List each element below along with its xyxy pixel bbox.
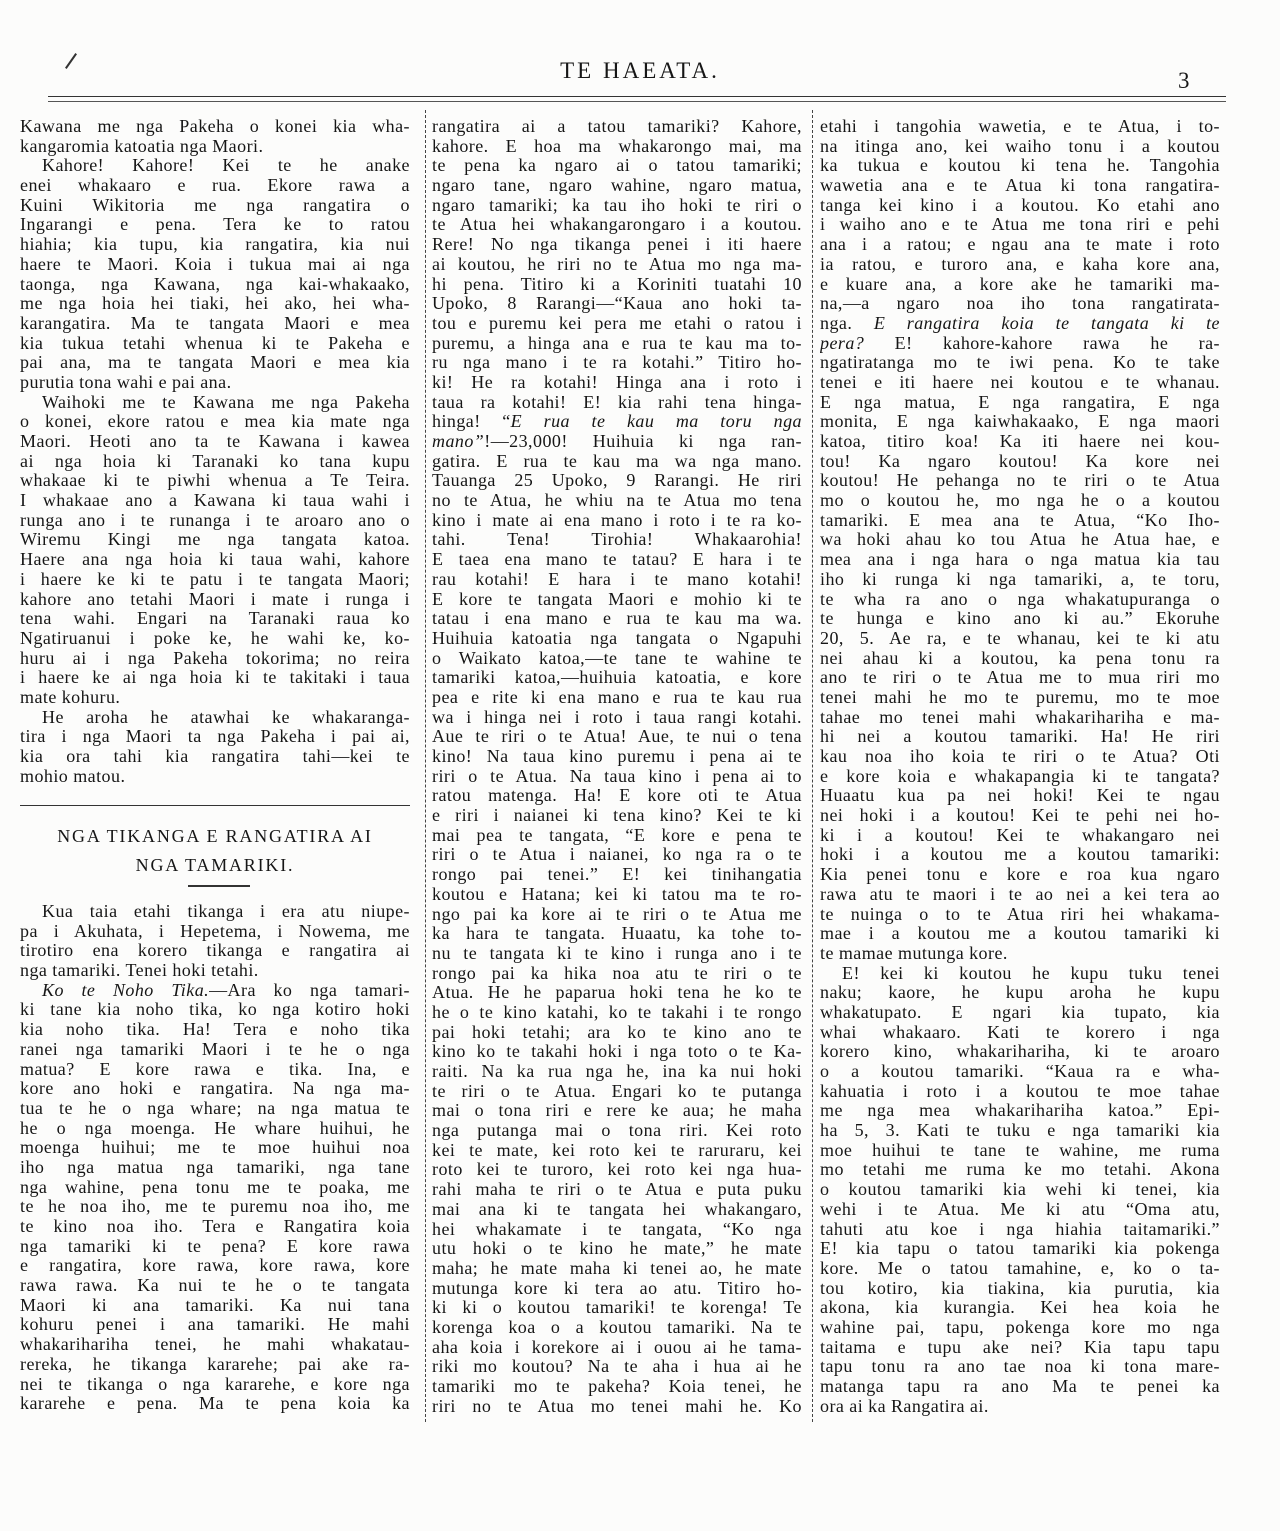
text-line: haere te Maori. Koia i tukua mai ai nga — [20, 254, 410, 274]
text-line: ai nga hoia ki Taranaki ko tana kupu — [20, 451, 410, 471]
text-line: Kahore! Kahore! Kei te he anake — [42, 156, 410, 176]
text-line: tou e puremu kei pera me etahi o ratou i — [432, 313, 802, 333]
text-line: E! kia tapu o tatou tamariki kia pokenga — [820, 1239, 1220, 1259]
text-line: riri no te Atua mo tenei mahi he. Ko — [432, 1396, 802, 1416]
text-line: mea ana i nga hara o nga matua kia tau — [820, 550, 1220, 570]
italic-text-segment: mano” — [432, 432, 485, 451]
text-line: matua? E kore rawa e tika. Ina, e — [20, 1059, 410, 1079]
text-line: o Waikato katoa,—te tane te wahine te — [432, 648, 802, 668]
paragraph — [20, 708, 410, 787]
text-line: rau kotahi! E hara i te mano kotahi! — [432, 569, 802, 589]
text-line: rongo pai ka hika noa atu te riri o te — [432, 963, 802, 983]
text-line: te Atua hei whakangarongaro i a koutou. — [432, 215, 802, 235]
text-line: mo tetahi me ruma ke mo tetahi. Akona — [820, 1160, 1220, 1180]
text-line: whai whakaaro. Kati te korero i nga — [820, 1022, 1220, 1042]
text-line: mai o tona riri e rere ke aua; he maha — [432, 1101, 802, 1121]
text-line: nga putanga mai o tona riri. Kei roto — [432, 1121, 802, 1141]
text-line: Haere ana nga hoia ki taua wahi, kahore — [20, 550, 410, 570]
text-line: tamariki. E mea ana te Atua, “Ko Iho- — [820, 510, 1220, 530]
text-line: wahine pai, tapu, pokenga kore mo nga — [820, 1317, 1220, 1337]
paragraph — [20, 981, 410, 1414]
text-line: huru ai i nga Pakeha tokorima; no reira — [20, 648, 410, 668]
text-line: tou kotiro, kia tiakina, kia purutia, kia — [820, 1278, 1220, 1298]
text-line: kia noho tika. Ha! Tera e noho tika — [20, 1020, 410, 1040]
text-line: naku; kaore, he kupu aroha he kupu — [820, 983, 1220, 1003]
newspaper-title: TE HAEATA. — [560, 58, 720, 83]
text-segment: nga. — [820, 313, 874, 333]
text-line — [820, 314, 1220, 334]
text-segment: —Ara ko nga tamari- — [209, 980, 410, 1000]
text-line: kahore. E hoa ma whakarongo mai, ma — [432, 136, 802, 156]
column-1-article-body — [20, 902, 410, 1414]
text-line: kangaromia katoatia nga Maori. — [20, 136, 264, 156]
text-line: hei whakamate i te tangata, “Ko nga — [432, 1219, 802, 1239]
text-line: E nga matua, E nga rangatira, E nga — [820, 392, 1220, 412]
text-line: i haere ke ai nga hoia ki te takitaki i taua — [20, 668, 410, 688]
text-line: tou! Ka ngaro koutou! Ka kore nei — [820, 451, 1220, 471]
text-line: korenga koa o a koutou tamariki. Na te — [432, 1317, 802, 1337]
italic-text-segment: E rua te kau ma toru nga — [510, 412, 802, 432]
text-line: Kawana me nga Pakeha o konei kia wha- — [20, 117, 410, 136]
text-line: na itinga ano, kei waiho tonu i a koutou — [820, 136, 1220, 156]
text-line: no te Atua, he whiu na te Atua mo tena — [432, 491, 802, 511]
text-line: kia tukua tetahi whenua ki te Pakeha e — [20, 333, 410, 353]
text-line: pai ana, ma te tangata Maori e mea kia — [20, 353, 410, 373]
text-line: te mamae mutunga kore. — [820, 943, 1008, 963]
text-line: aha koia i korekore ai i ouou ai he tama- — [432, 1337, 802, 1357]
text-line: runga ano i te runanga i te aroaro ano o — [20, 510, 410, 530]
text-line: rereka, he tikanga kararehe; pai ake ra- — [20, 1354, 410, 1374]
article-heading-line: NGA TAMARIKI. — [135, 855, 295, 875]
text-line: wawetia ana e te Atua ki tona rangatira- — [820, 176, 1220, 196]
text-line: Rere! No nga tikanga penei i iti haere — [432, 235, 802, 255]
text-line: I whakaae ano a Kawana ki taua wahi i — [20, 491, 410, 511]
text-line: ha 5, 3. Kati te tuku e nga tamariki kia — [820, 1121, 1220, 1141]
text-line: tahi. Tena! Tirohia! Whakaarohia! — [432, 530, 802, 550]
text-line — [432, 412, 802, 432]
page-number: 3 — [1178, 68, 1190, 93]
text-line: riri o te Atua i naianei, ko nga ra o te — [432, 845, 802, 865]
text-line: i haere ke ki te patu i te tangata Maori; — [20, 569, 410, 589]
paragraph — [20, 117, 410, 156]
text-line: tena wahi. Engari na Taranaki raua ko — [20, 609, 410, 629]
text-line: ngo pai ka kore ai te riri o te Atua me — [432, 904, 802, 924]
column-divider — [425, 110, 426, 1422]
paragraph — [432, 117, 802, 1416]
text-line: pai hoki tetahi; ara ko te kino ano te — [432, 1022, 802, 1042]
text-line: kino i mate ai ena mano i roto i te ra ko- — [432, 510, 802, 530]
text-line: te pena ka ngaro ai o tatou tamariki; — [432, 156, 802, 176]
text-line: kia ora tahi kia rangatira tahi—kei te — [20, 747, 410, 766]
text-line: maha; he mate maha ki tenei ao, he mate — [432, 1258, 802, 1278]
text-line: Ngatiruanui i poke ke, he wahi ke, ko- — [20, 628, 410, 648]
text-line: whakaae ki te piwhi whenua a Te Teira. — [20, 471, 410, 491]
text-line: e kore koia e whakapangia ki te tangata? — [820, 766, 1220, 786]
header-rule-secondary — [48, 101, 1226, 102]
text-line: E kore te tangata Maori e mohio ki te — [432, 589, 802, 609]
text-line: ki ki o koutou tamariki! te korenga! Te — [432, 1298, 802, 1318]
text-line: gatira. E rua te kau ma wa nga mano. — [432, 451, 802, 471]
text-line: nu te tangata ki te kino i runga ano i te — [432, 943, 802, 963]
italic-text-segment: Ko te Noho Tika. — [42, 980, 210, 1000]
text-line: enei whakaaro e rua. Ekore rawa a — [20, 176, 410, 196]
text-line — [432, 432, 802, 452]
column-3-article-body — [820, 117, 1220, 1416]
text-line: ngatiratanga mo te iwi pena. Ko te take — [820, 353, 1220, 373]
text-line: nei hoki i a koutou! Kei te pehi nei ho- — [820, 806, 1220, 826]
text-line: ana i a ratou; e ngau ana te mate i roto — [820, 235, 1220, 255]
text-line: kau noa iho koia te riri o te Atua? Oti — [820, 747, 1220, 766]
text-line: Ingarangi e pena. Tera ke to ratou — [20, 215, 410, 235]
text-line: Kua taia etahi tikanga i era atu niupe- — [42, 902, 410, 921]
text-line: ka hara te tangata. Huaatu, ka tohe to- — [432, 924, 802, 944]
text-line: wa hoki ahau ko tou Atua he Atua hae, e — [820, 530, 1220, 550]
text-line: monita, E nga kaiwhakaako, E nga maori — [820, 412, 1220, 432]
text-line: taua ra kotahi! E! kia rahi tena hinga- — [432, 392, 802, 412]
column-divider — [812, 110, 813, 1422]
text-line: kino! Na taua kino puremu i pena ai te — [432, 747, 802, 766]
text-line: tamariki katoa,—huihuia katoatia, e kore — [432, 668, 802, 688]
text-line: kore ano hoki e rangatira. Na nga ma- — [20, 1079, 410, 1099]
text-line: korero kino, whakarihariha, ki te aroaro — [820, 1042, 1220, 1062]
text-line: tamariki mo te pakeha? Koia tenei, he — [432, 1377, 802, 1396]
text-line: ngaro tane, ngaro wahine, ngaro matua, — [432, 176, 802, 196]
text-line: kino ko te takahi hoki i nga toto o te Ka- — [432, 1042, 802, 1062]
text-line: ki tane kia noho tika, ko nga kotiro hoki — [20, 1000, 410, 1020]
text-line: tenei e iti haere nei koutou e te whanau. — [820, 372, 1220, 392]
text-line: Upoko, 8 Rarangi—“Kaua ano hoki ta- — [432, 294, 802, 314]
text-line: rongo pai tenei.” E! kei tinihangatia — [432, 865, 802, 885]
text-line: kahore ano tetahi Maori i mate i runga i — [20, 589, 410, 609]
text-line: te wha ra ano o nga whakatupuranga o — [820, 589, 1220, 609]
italic-text-segment: E rangatira koia te tangata ki te — [873, 313, 1220, 333]
text-line: tua te he o nga whare; na nga matua te — [20, 1098, 410, 1118]
text-line: tanga kei kino i a koutou. Ko etahi ano — [820, 195, 1220, 215]
text-line: rawa atu te maori i te ao nei a kei tera ao — [820, 884, 1220, 904]
text-line: nga tamariki. Tenei hoki tetahi. — [20, 961, 259, 981]
text-line: Aue te riri o te Atua! Aue, te nui o tena — [432, 727, 802, 747]
text-line: te kino noa iho. Tera e Rangatira koia — [20, 1217, 410, 1236]
text-line: nga wahine, pena tonu me te poaka, me — [20, 1177, 410, 1197]
article-heading — [20, 822, 410, 880]
text-line: kei te mate, kei roto kei te raruraru, kei — [432, 1140, 802, 1160]
text-line: tahae mo tenei mahi whakarihariha e ma- — [820, 707, 1220, 727]
text-line: nei te tikanga o nga kararehe, e kore nga — [20, 1374, 410, 1394]
text-line: e rangatira, kore rawa, kore rawa, kore — [20, 1256, 410, 1276]
text-line: whakarihariha tenei, he mahi whakatau- — [20, 1335, 410, 1355]
text-line: na,—a ngaro noa iho tona rangatirata- — [820, 294, 1220, 314]
text-line: te hunga e kino ano ki au.” Ekoruhe — [820, 609, 1220, 629]
text-line: utu hoki o te kino he mate,” he mate — [432, 1239, 802, 1259]
heading-underline-rule — [188, 885, 250, 887]
text-segment: E! kahore-kahore rawa he ra- — [864, 333, 1220, 353]
text-line: karangatira. Ma te tangata Maori e mea — [20, 313, 410, 333]
text-line: matanga tapu ra ano Ma te penei ka — [820, 1377, 1220, 1396]
text-line: ora ai ka Rangatira ai. — [820, 1396, 989, 1416]
text-line: mutunga kore ki tera ao atu. Titiro ho- — [432, 1278, 802, 1298]
text-line: o koutou tamariki kia wehi ki tenei, kia — [820, 1180, 1220, 1200]
text-line: me nga hoia hei tiaki, hei ako, hei wha- — [20, 294, 410, 314]
text-line: iho ki runga ki nga tamariki, a, te toru, — [820, 569, 1220, 589]
text-line: me nga mea whakarihariha katoa.” Epi- — [820, 1101, 1220, 1121]
text-line: iho nga matua nga tamariki, nga tane — [20, 1157, 410, 1177]
paragraph — [20, 156, 410, 392]
text-line: ki! He ra kotahi! Hinga ana i roto i — [432, 372, 802, 392]
text-line: mate kohuru. — [20, 687, 121, 707]
text-line: Waihoki me te Kawana me nga Pakeha — [42, 392, 410, 412]
text-line: koutou e Hatana; kei ki tatou ma te ro- — [432, 884, 802, 904]
text-line: nga tamariki ki te pena? E kore rawa — [20, 1236, 410, 1256]
text-line — [20, 981, 410, 1001]
text-line: mai ana ki te tangata hei whakangaro, — [432, 1199, 802, 1219]
text-line: ranei nga tamariki Maori i te he o nga — [20, 1039, 410, 1059]
text-line: Atua. He he paparua hoki tena he ko te — [432, 983, 802, 1003]
text-line: mai pea te tangata, “E kore e pena te — [432, 825, 802, 845]
text-line: etahi i tangohia wawetia, e te Atua, i to- — [820, 117, 1220, 136]
text-line: kohuru penei i ana tamariki. He mahi — [20, 1315, 410, 1335]
text-line: riri o te Atua. Na taua kino i pena ai to — [432, 766, 802, 786]
text-line: pea e rite ki ena mano e rua te kau rua — [432, 687, 802, 707]
text-line: whakatupato. E ngari kia tupato, kia — [820, 1002, 1220, 1022]
text-line: tira i nga Maori ta nga Pakeha i pai ai, — [20, 727, 410, 747]
text-line: raiti. Na ka rua nga he, ina ka nui hoki — [432, 1062, 802, 1081]
text-line: wa i hinga nei i roto i taua rangi kotahi. — [432, 707, 802, 727]
text-line: ki i a koutou! Kei te whakangaro nei — [820, 825, 1220, 845]
text-line: tapu tonu ra ano tae noa ki tona mare- — [820, 1357, 1220, 1377]
text-line: kahuatia i roto i a koutou te moe tahae — [820, 1081, 1220, 1101]
text-line: ngaro tamariki; ka tau iho hoki te riri o — [432, 195, 802, 215]
text-line: puremu, a hinga ana e rua te kau ma to- — [432, 333, 802, 353]
italic-text-segment: pera? — [820, 333, 865, 353]
column-1-continued-article — [20, 117, 410, 786]
header-rule — [48, 96, 1226, 97]
text-line: te nuinga o to te Atua riri hei whakama- — [820, 904, 1220, 924]
article-heading-line: NGA TIKANGA E RANGATIRA AI — [57, 826, 373, 846]
text-line: Huihuia katoatia nga tangata o Ngapuhi — [432, 628, 802, 648]
text-line: ru nga mano i te ra kotahi.” Titiro ho- — [432, 353, 802, 373]
text-line: hi pena. Titiro ki a Koriniti tuatahi 10 — [432, 274, 802, 294]
text-line: moenga huihui; me te moe huihui noa — [20, 1138, 410, 1158]
text-line: akona, kia kurangia. Kei hea koia he — [820, 1298, 1220, 1318]
text-line: hiahia; kia tupu, kia rangatira, kia nui — [20, 235, 410, 255]
text-line: he o te kino katahi, ko te takahi i te rongo — [432, 1002, 802, 1022]
paragraph — [20, 393, 410, 708]
text-line: rangatira ai a tatou tamariki? Kahore, — [432, 117, 802, 136]
text-line: katoa, titiro koa! Ka iti haere nei kou- — [820, 432, 1220, 451]
article-separator-rule — [20, 805, 410, 806]
paragraph — [20, 902, 410, 981]
text-line: kararehe e pena. Ma te pena koia ka — [20, 1394, 410, 1414]
text-line: i waiho ano e te Atua me tona riri e pehi — [820, 215, 1220, 235]
text-line: wehi i te Atua. Me ki atu “Oma atu, — [820, 1199, 1220, 1219]
column-2-article-body — [432, 117, 802, 1416]
text-line — [820, 334, 1220, 354]
text-line: ratou matenga. Ha! E kore oti te Atua — [432, 786, 802, 806]
text-line: He aroha he atawhai ke whakaranga- — [42, 707, 410, 727]
text-line: ia ratou, e turoro ana, e kaha kore ana, — [820, 254, 1220, 274]
text-line: e kuare ana, a kore ake he tamariki ma- — [820, 274, 1220, 294]
text-line: Huaatu kua pa nei hoki! Kei te ngau — [820, 786, 1220, 806]
text-line: ka tukua e koutou ki tena he. Tangohia — [820, 156, 1220, 176]
text-line: koutou! He pehanga no te riri o te Atua — [820, 471, 1220, 491]
text-line: hoki i a koutou me a koutou tamariki: — [820, 845, 1220, 865]
text-line: he o nga moenga. He whare huihui, he — [20, 1118, 410, 1138]
text-line: te riri o te Atua. Engari ko te putanga — [432, 1081, 802, 1101]
text-line: Kia penei tonu e kore e roa kua ngaro — [820, 865, 1220, 885]
text-line: Maori ki ana tamariki. Ka nui tana — [20, 1295, 410, 1315]
text-line: E taea ena mano te tatau? E hara i te — [432, 550, 802, 570]
text-line: tatau i ena mano e rua te kau ma wa. — [432, 609, 802, 629]
text-line: tenei mahi he mo te puremu, mo te moe — [820, 687, 1220, 707]
text-line: Tauanga 25 Upoko, 9 Rarangi. He riri — [432, 471, 802, 491]
text-line: taitama e tupu ake nei? Kia tapu tapu — [820, 1337, 1220, 1357]
text-line: pa i Akuhata, i Hepetema, i Nowema, me — [20, 921, 410, 941]
text-line: ano te riri o te Atua me to mua riri mo — [820, 668, 1220, 688]
text-line: nei ahau ki a koutou, ka pena tonu ra — [820, 648, 1220, 668]
text-line: 20, 5. Ae ra, e te whanau, kei te ki atu — [820, 628, 1220, 648]
text-line: E! kei ki koutou he kupu tuku tenei — [842, 963, 1220, 983]
text-line: ai koutou, he riri no te Atua mo nga ma- — [432, 254, 802, 274]
text-line: tirotiro ena korero tikanga e rangatira ai — [20, 941, 410, 961]
text-line: riki mo koutou? Na te aha i hua ai he — [432, 1357, 802, 1377]
text-line: te he noa iho, me te puremu noa iho, me — [20, 1197, 410, 1217]
text-line: o konei, ekore ratou e mea kia mate nga — [20, 412, 410, 432]
text-line: o a koutou tamariki. “Kaua ra e wha- — [820, 1062, 1220, 1081]
text-line: tahuti atu koe i nga hiahia taitamariki.” — [820, 1219, 1220, 1239]
text-line: kore. Me o tatou tamahine, e, ko o ta- — [820, 1258, 1220, 1278]
text-segment: hinga! “ — [432, 412, 511, 432]
text-line: purutia tona wahi e pai ana. — [20, 372, 232, 392]
text-line: Maori. Heoti ano ta te Kawana i kawea — [20, 432, 410, 451]
text-segment: !—23,000! Huihuia ki nga ran- — [484, 432, 802, 451]
text-line: hi nei a koutou tamariki. Ha! He riri — [820, 727, 1220, 747]
text-line: mo o koutou he, mo nga he o a koutou — [820, 491, 1220, 511]
paragraph — [820, 964, 1220, 1417]
text-line: mohio matou. — [20, 766, 126, 786]
text-line: e riri i naianei ki tena kino? Kei te ki — [432, 806, 802, 826]
text-line: rawa rawa. Ka nui te he o te tangata — [20, 1276, 410, 1296]
paragraph — [820, 117, 1220, 964]
text-line: mae i a koutou me a koutou tamariki ki — [820, 924, 1220, 944]
text-line: Wiremu Kingi me nga tangata katoa. — [20, 530, 410, 550]
text-line: roto kei te turoro, kei roto kei nga hua- — [432, 1160, 802, 1180]
text-line: Kuini Wikitoria me nga rangatira o — [20, 195, 410, 215]
text-line: rahi maha te riri o te Atua e puta puku — [432, 1180, 802, 1200]
text-line: taonga, nga Kawana, nga kai-whakaako, — [20, 274, 410, 294]
text-line: moe huihui te tane te wahine, me ruma — [820, 1140, 1220, 1160]
